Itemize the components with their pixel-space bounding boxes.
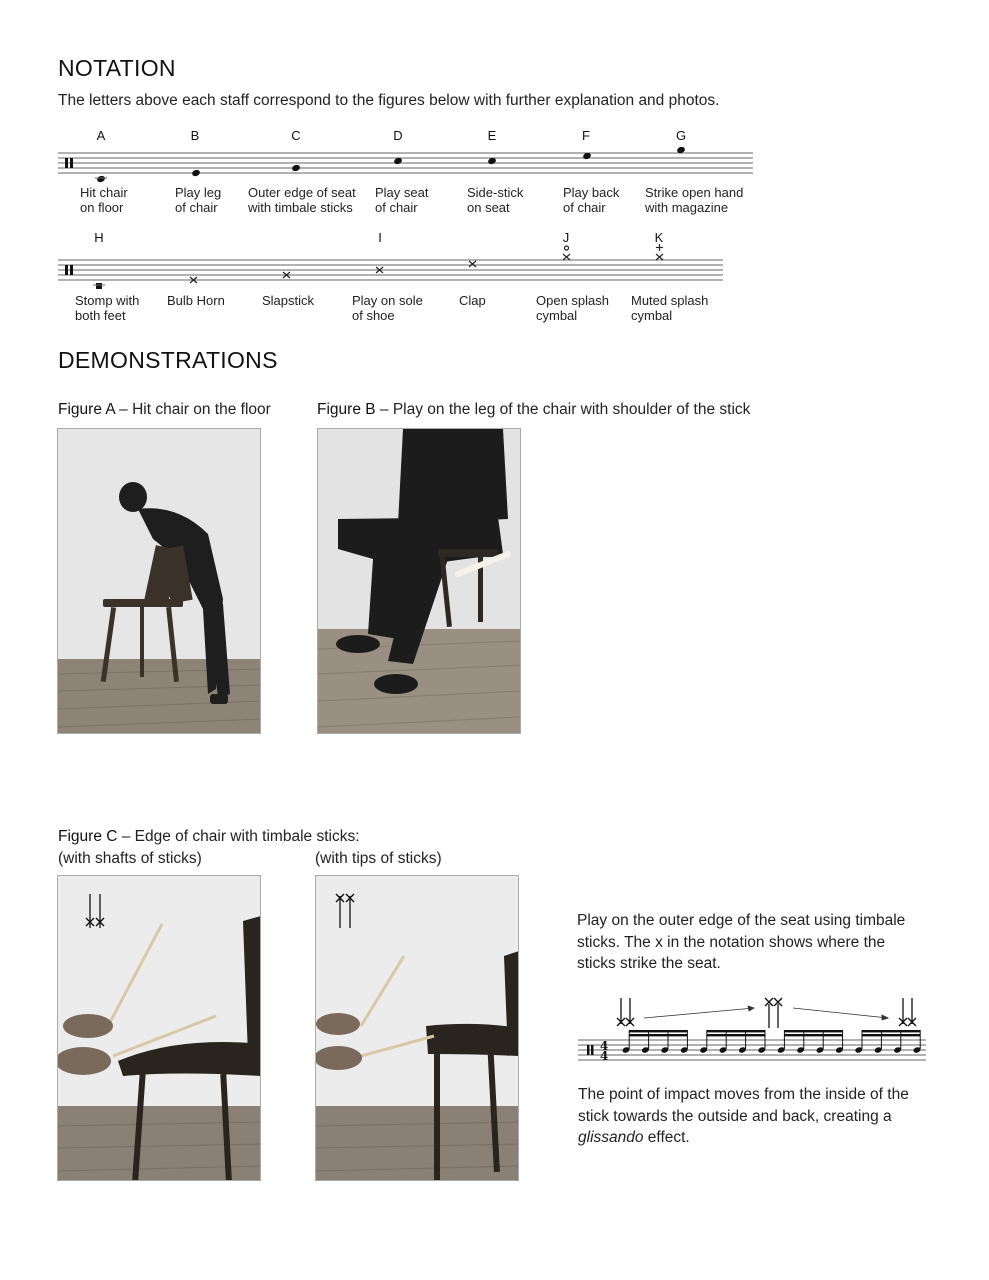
beam bbox=[707, 1030, 765, 1032]
beam bbox=[862, 1030, 920, 1032]
letter-b: B bbox=[190, 128, 200, 143]
label-h: Stomp with both feet bbox=[75, 293, 140, 323]
beam bbox=[862, 1034, 920, 1036]
note-a bbox=[96, 175, 106, 183]
label-b: Play leg of chair bbox=[175, 185, 222, 215]
beam bbox=[784, 1030, 842, 1032]
note-k bbox=[656, 244, 663, 260]
note-b bbox=[191, 169, 201, 177]
letter-c: C bbox=[291, 128, 301, 143]
letter-a: A bbox=[96, 128, 106, 143]
figure-c-description: Play on the outer edge of the seat using timbale sticks. The x in the notation shows where the sticks strike the seat. bbox=[577, 912, 906, 972]
note-c bbox=[291, 164, 301, 172]
letter-j: J bbox=[562, 230, 570, 245]
note-j bbox=[563, 246, 570, 260]
letter-h: H bbox=[94, 230, 104, 245]
note-clap bbox=[469, 261, 476, 267]
label-j: Open splash cymbal bbox=[536, 293, 609, 323]
letter-k: K bbox=[654, 230, 664, 245]
time-sig-bottom: 4 bbox=[600, 1049, 609, 1063]
figure-a-caption: Figure A – Hit chair on the floor bbox=[58, 401, 271, 418]
letter-i: I bbox=[378, 230, 382, 245]
notation-intro: The letters above each staff correspond to the figures below with further explanation and photos. bbox=[58, 92, 720, 109]
beam bbox=[629, 1034, 687, 1036]
label-g: Strike open hand with magazine bbox=[645, 185, 744, 215]
label-slapstick: Slapstick bbox=[262, 293, 315, 308]
glissando-notation bbox=[578, 994, 928, 1068]
figure-c-subcaption-right: (with tips of sticks) bbox=[315, 850, 442, 867]
label-a: Hit chair on floor bbox=[80, 185, 128, 215]
staff-row-1 bbox=[58, 145, 758, 187]
beam bbox=[629, 1030, 687, 1032]
label-d: Play seat of chair bbox=[375, 185, 429, 215]
figure-c-subcaption-left: (with shafts of sticks) bbox=[58, 850, 202, 867]
figure-a-photo bbox=[57, 428, 261, 734]
letter-g: G bbox=[675, 128, 687, 143]
figure-c-caption: Figure C – Edge of chair with timbale sticks: bbox=[58, 828, 360, 845]
letter-d: D bbox=[393, 128, 403, 143]
figure-b-caption: Figure B – Play on the leg of the chair with shoulder of the stick bbox=[317, 401, 751, 418]
label-bulb-horn: Bulb Horn bbox=[167, 293, 225, 308]
label-i: Play on sole of shoe bbox=[352, 293, 423, 323]
letter-f: F bbox=[582, 128, 590, 143]
time-sig-top: 4 bbox=[600, 1039, 609, 1053]
label-c: Outer edge of seat with timbale sticks bbox=[248, 185, 356, 215]
beam bbox=[784, 1034, 842, 1036]
note-h bbox=[96, 283, 102, 289]
label-e: Side-stick on seat bbox=[467, 185, 524, 215]
figure-b-photo bbox=[317, 428, 521, 734]
letter-e: E bbox=[487, 128, 497, 143]
glissando-description: The point of impact moves from the inside of the stick towards the outside and back, creating a glissando effect. bbox=[578, 1086, 909, 1146]
staff-row-2 bbox=[58, 240, 728, 292]
label-k: Muted splash cymbal bbox=[631, 293, 709, 323]
demonstrations-heading: DEMONSTRATIONS bbox=[58, 347, 278, 373]
notation-heading: NOTATION bbox=[58, 55, 176, 81]
label-clap: Clap bbox=[459, 293, 486, 308]
beam bbox=[707, 1034, 765, 1036]
figure-c-photo-shafts bbox=[57, 875, 261, 1181]
label-f: Play back of chair bbox=[563, 185, 620, 215]
figure-c-photo-tips bbox=[315, 875, 519, 1181]
